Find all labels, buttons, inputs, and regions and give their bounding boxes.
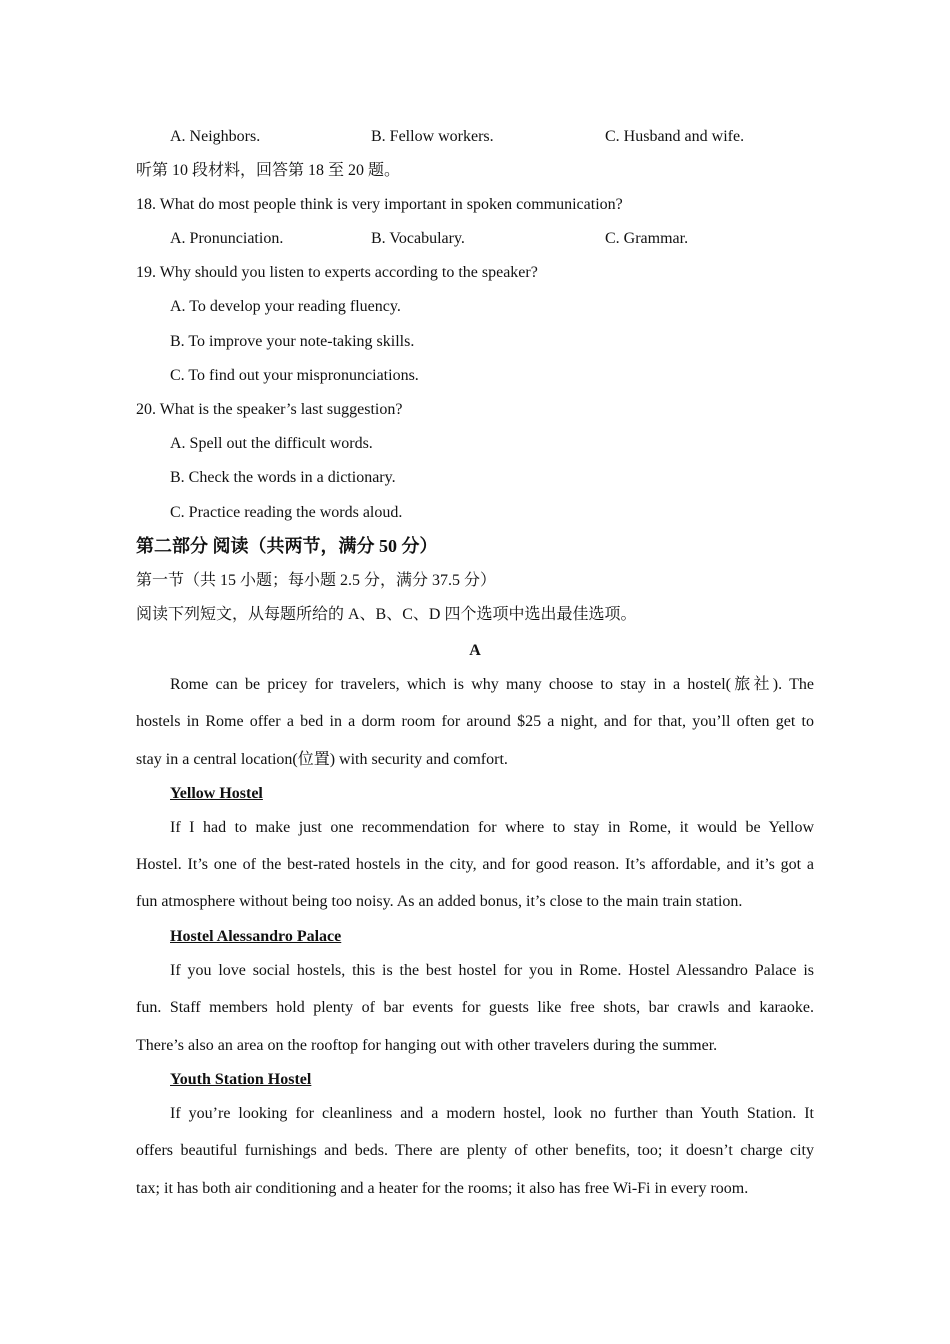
q19-option-c: C. To find out your mispronunciations. bbox=[170, 367, 419, 384]
alessandro-line-2: fun. Staff members hold plenty of bar events for guests like free shots, bar crawls and karaoke. bbox=[136, 999, 814, 1016]
q18-question: 18. What do most people think is very important in spoken communication? bbox=[136, 196, 623, 213]
youth-station-heading: Youth Station Hostel bbox=[170, 1071, 312, 1088]
intro-line-2: hostels in Rome offer a bed in a dorm room for around $25 a night, and for that, you’ll often get to bbox=[136, 713, 814, 730]
yellow-line-2: Hostel. It’s one of the best-rated hostels in the city, and for good reason. It’s affordable, and it’s got a bbox=[136, 856, 814, 873]
alessandro-line-3: There’s also an area on the rooftop for hanging out with other travelers during the summer. bbox=[136, 1037, 718, 1054]
part2-title: 第二部分 阅读（共两节，满分 50 分） bbox=[136, 536, 438, 556]
yellow-line-1: If I had to make just one recommendation for where to stay in Rome, it would be Yellow bbox=[170, 819, 814, 836]
intro-line-3: stay in a central location(位置) with security and comfort. bbox=[136, 751, 508, 768]
q20-option-c: C. Practice reading the words aloud. bbox=[170, 504, 403, 521]
part2-instruction: 阅读下列短文，从每题所给的 A、B、C、D 四个选项中选出最佳选项。 bbox=[136, 606, 637, 623]
alessandro-heading: Hostel Alessandro Palace bbox=[170, 928, 342, 945]
q20-option-a: A. Spell out the difficult words. bbox=[170, 435, 373, 452]
q17-option-a: A. Neighbors. bbox=[170, 128, 261, 145]
intro-line-1: Rome can be pricey for travelers, which is why many choose to stay in a hostel(旅社). The bbox=[170, 676, 814, 693]
yellow-line-3: fun atmosphere without being too noisy. As an added bonus, it’s close to the main train station. bbox=[136, 893, 743, 910]
part2-section1: 第一节（共 15 小题；每小题 2.5 分，满分 37.5 分） bbox=[136, 572, 497, 589]
q18-option-c: C. Grammar. bbox=[605, 230, 689, 247]
youth-line-2: offers beautiful furnishings and beds. There are plenty of other benefits, too; it doesn’t charge city bbox=[136, 1142, 814, 1159]
yellow-hostel-heading: Yellow Hostel bbox=[170, 785, 263, 802]
q17-option-c: C. Husband and wife. bbox=[605, 128, 745, 145]
q17-option-b: B. Fellow workers. bbox=[371, 128, 494, 145]
youth-line-1: If you’re looking for cleanliness and a modern hostel, look no further than Youth Station. It bbox=[170, 1105, 814, 1122]
q20-option-b: B. Check the words in a dictionary. bbox=[170, 469, 396, 486]
youth-line-3: tax; it has both air conditioning and a heater for the rooms; it also has free Wi-Fi in every room. bbox=[136, 1180, 749, 1197]
passage-label: A bbox=[469, 642, 481, 659]
material10-instruction: 听第 10 段材料，回答第 18 至 20 题。 bbox=[136, 162, 401, 179]
q18-option-b: B. Vocabulary. bbox=[371, 230, 465, 247]
q19-question: 19. Why should you listen to experts according to the speaker? bbox=[136, 264, 538, 281]
q18-option-a: A. Pronunciation. bbox=[170, 230, 284, 247]
q19-option-b: B. To improve your note-taking skills. bbox=[170, 333, 415, 350]
q19-option-a: A. To develop your reading fluency. bbox=[170, 298, 401, 315]
q20-question: 20. What is the speaker’s last suggestion? bbox=[136, 401, 403, 418]
alessandro-line-1: If you love social hostels, this is the best hostel for you in Rome. Hostel Alessandro Palace is bbox=[170, 962, 814, 979]
